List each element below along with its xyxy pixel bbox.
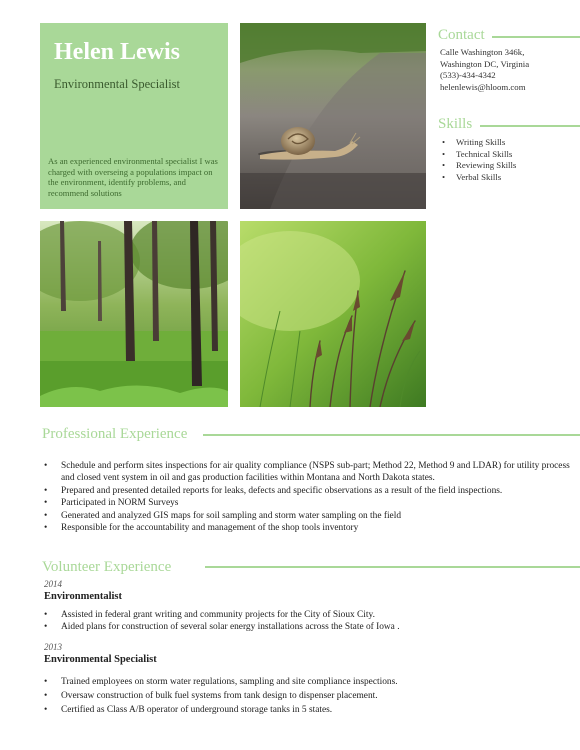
professional-experience-heading: Professional Experience	[42, 426, 188, 442]
volunteer-experience-rule	[205, 566, 580, 568]
skill-item: • Writing Skills	[440, 137, 516, 149]
professional-experience-rule	[203, 434, 580, 436]
volunteer-title: Environmental Specialist	[44, 654, 157, 665]
contact-address-line-2: Washington DC, Virginia	[440, 58, 530, 69]
skill-item: • Verbal Skills	[440, 172, 516, 184]
candidate-role: Environmental Specialist	[54, 77, 181, 91]
volunteer-item: • Trained employees on storm water regulations, sampling and site compliance inspections.	[42, 675, 570, 689]
volunteer-year: 2013	[44, 642, 62, 652]
volunteer-item: • Assisted in federal grant writing and community projects for the City of Sioux City.	[42, 609, 570, 621]
forest-photo	[40, 221, 228, 407]
volunteer-item: • Oversaw construction of bulk fuel systems from tank design to dispenser placement.	[42, 689, 570, 703]
contact-heading: Contact	[438, 27, 485, 43]
summary-text: As an experienced environmental specialist I was charged with overseing a populations impact on the environment, identify problems, and recommend solutions	[48, 156, 218, 198]
volunteer-experience-heading: Volunteer Experience	[42, 559, 172, 575]
volunteer-title: Environmentalist	[44, 591, 122, 602]
volunteer-list	[42, 675, 570, 717]
volunteer-list	[42, 609, 570, 634]
skills-list	[440, 137, 516, 183]
professional-experience-list	[42, 460, 570, 534]
contact-email: helenlewis@hloom.com	[440, 81, 526, 92]
snail-photo	[240, 23, 426, 209]
skill-item: • Reviewing Skills	[440, 160, 516, 172]
contact-details	[440, 47, 529, 93]
experience-item: • Schedule and perform sites inspections for air quality compliance (NSPS sub-part; Method 22, Method 9 and LDAR) for utility process and closed vent system in oil and gas production facilities within Montana and North Dakota states.	[42, 460, 570, 485]
skill-item: • Technical Skills	[440, 149, 516, 161]
skills-rule	[480, 125, 580, 127]
volunteer-year: 2014	[44, 579, 62, 589]
volunteer-item: • Certified as Class A/B operator of underground storage tanks in 5 states.	[42, 703, 570, 717]
experience-item: • Responsible for the accountability and management of the shop tools inventory	[42, 522, 570, 534]
contact-phone: (533)-434-4342	[440, 70, 496, 81]
experience-item: • Prepared and presented detailed reports for leaks, defects and specific observations as a result of the field inspections.	[42, 485, 570, 497]
experience-item: • Generated and analyzed GIS maps for soil sampling and storm water sampling on the field	[42, 510, 570, 522]
grass-photo	[240, 221, 426, 407]
name-block	[40, 23, 228, 209]
contact-rule	[492, 36, 580, 38]
contact-address-line-1: Calle Washington 346k,	[440, 47, 525, 57]
candidate-name: Helen Lewis	[54, 39, 180, 65]
skills-heading: Skills	[438, 116, 473, 132]
experience-item: • Participated in NORM Surveys	[42, 497, 570, 509]
volunteer-item: • Aided plans for construction of several solar energy installations across the State of Iowa .	[42, 621, 570, 633]
